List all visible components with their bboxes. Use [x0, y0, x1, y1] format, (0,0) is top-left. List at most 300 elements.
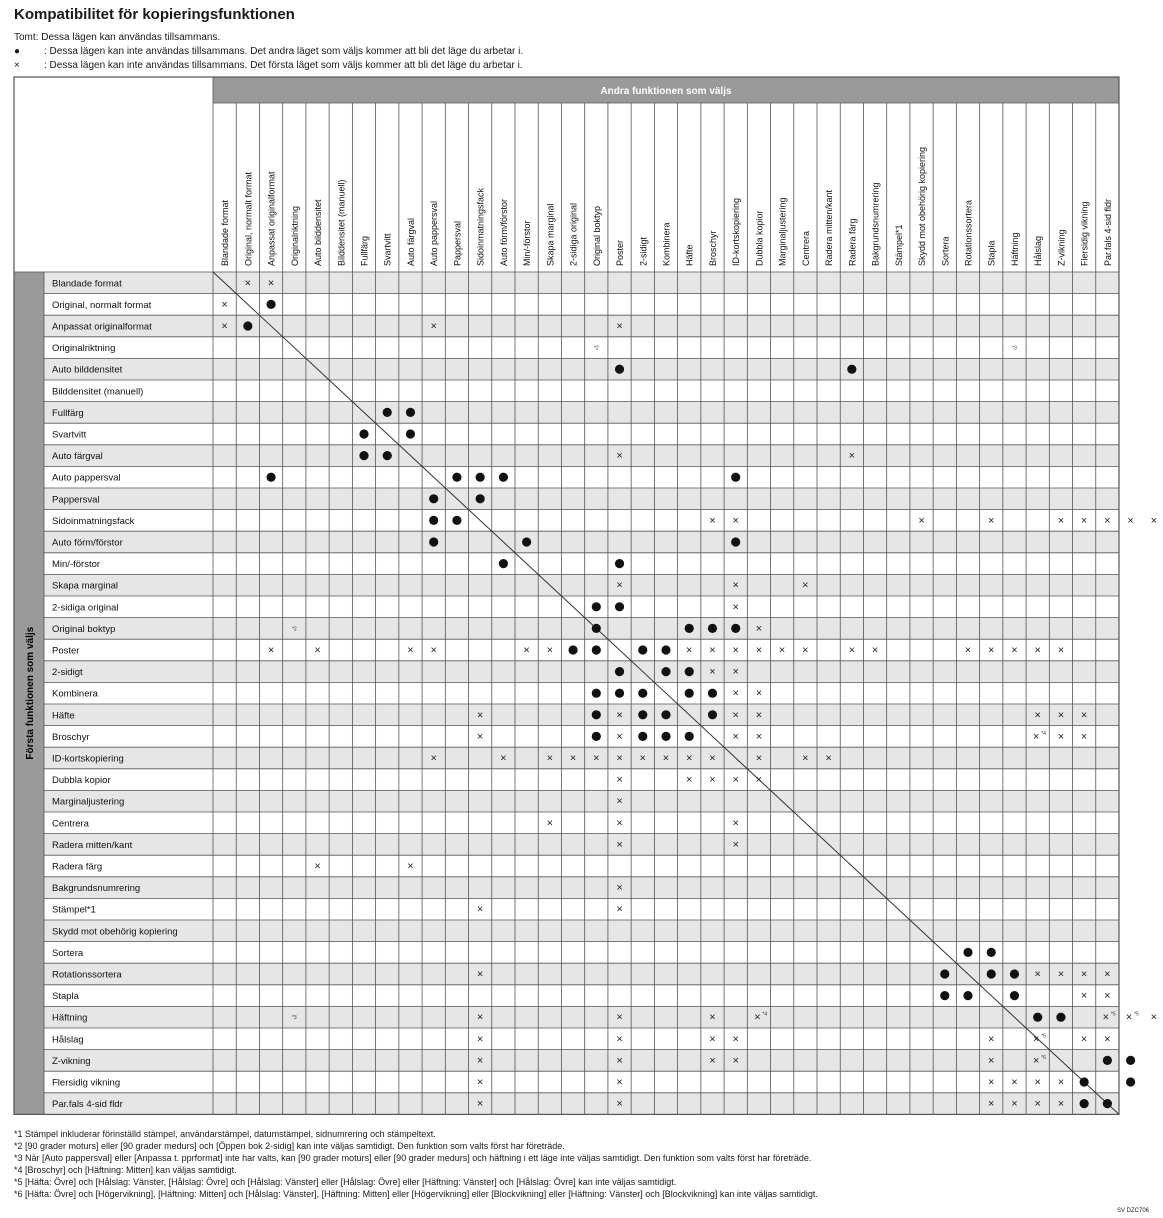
cross-icon: ×	[755, 687, 763, 700]
cross-icon: ×	[1034, 644, 1041, 657]
cross-icon: ×	[1150, 1011, 1158, 1024]
cross-icon: ×	[988, 1033, 995, 1046]
row-header: Radera färg	[52, 861, 103, 873]
cross-icon: ×	[732, 774, 739, 787]
row-header: Häfte	[52, 710, 75, 722]
cross-icon: ×	[616, 1011, 623, 1024]
row-header: Bakgrundsnumrering	[52, 883, 141, 895]
cross-icon: ×	[988, 1098, 995, 1111]
column-header: Auto färgval	[405, 217, 416, 266]
column-group-header: Andra funktionen som väljs	[600, 86, 732, 97]
cross-icon: ×	[616, 752, 623, 765]
row-stripe	[44, 488, 1119, 510]
filled-circle-icon	[383, 408, 392, 417]
cross-icon: ×	[732, 817, 739, 830]
cross-icon: ×	[802, 644, 809, 657]
cross-icon: ×	[476, 1076, 484, 1089]
cross-icon: ×	[755, 752, 763, 765]
cross-icon: ×	[732, 666, 739, 679]
filled-circle-icon	[708, 689, 717, 698]
cross-icon: ×	[662, 752, 670, 765]
filled-circle-icon	[452, 473, 461, 482]
filled-circle-icon	[731, 537, 740, 546]
filled-circle-icon	[568, 645, 577, 654]
row-header: Rotationssortera	[52, 969, 122, 981]
filled-circle-icon	[406, 408, 415, 417]
filled-circle-icon	[452, 516, 461, 525]
row-stripe	[44, 1050, 1119, 1072]
filled-circle-icon	[499, 473, 508, 482]
cross-icon: ×	[755, 774, 763, 787]
cross-icon: ×	[732, 601, 739, 614]
cross-icon: ×	[476, 1011, 484, 1024]
filled-circle-icon	[429, 537, 438, 546]
row-header: Originalriktning	[52, 343, 116, 355]
filled-circle-icon	[406, 429, 415, 438]
row-stripe	[44, 834, 1119, 856]
filled-circle-icon	[731, 473, 740, 482]
row-stripe	[44, 661, 1119, 683]
cross-icon: ×	[616, 882, 623, 895]
row-stripe	[44, 747, 1119, 769]
column-header: Skapa marginal	[545, 203, 556, 266]
filled-circle-icon	[685, 732, 694, 741]
cross-icon: ×	[732, 514, 739, 527]
document-code: SV DZC706	[1116, 1208, 1149, 1214]
column-header: Svartvitt	[382, 233, 393, 266]
cross-icon: ×	[1034, 968, 1041, 981]
column-header: Pappersval	[452, 220, 463, 266]
cross-icon: ×	[639, 752, 646, 765]
cross-icon: ×	[500, 752, 507, 765]
legend-cross-text: : Dessa lägen kan inte användas tillsammans. Det första läget som väljs kommer att bli det läge du arbetar i.	[44, 60, 523, 71]
footnote-5: *5 [Häfta: Övre] och [Hålslag: Vänster, [Hålslag: Övre] och [Hålslag: Vänster] eller [Hålslag: Övre] eller [Häftning: Vänster] och [Hålslag: Övre] kan inte väljas samtidigt.	[14, 1177, 677, 1187]
cross-icon: ×	[616, 450, 623, 463]
cross-icon: ×	[1057, 644, 1065, 657]
filled-circle-icon	[638, 710, 647, 719]
column-header: Stämpel*1	[893, 224, 904, 266]
cross-icon: ×	[267, 277, 275, 290]
filled-circle-icon	[708, 710, 717, 719]
filled-circle-icon	[1010, 969, 1019, 978]
row-header: Auto färgval	[52, 451, 103, 463]
cross-icon: ×	[546, 752, 554, 765]
cross-icon: ×	[616, 817, 623, 830]
column-header: Original boktyp	[591, 205, 602, 266]
cross-icon: ×	[221, 320, 228, 333]
cross-icon: ×	[732, 1054, 739, 1067]
row-header: Pappersval	[52, 494, 100, 506]
cross-icon: ×	[802, 752, 809, 765]
filled-circle-icon	[1103, 1056, 1112, 1065]
cross-icon: ×	[732, 709, 739, 722]
cross-icon: ×	[709, 1054, 716, 1067]
row-stripe	[44, 272, 1119, 294]
cross-icon: ×	[221, 298, 228, 311]
cross-icon: ×	[616, 1054, 623, 1067]
filled-circle-icon	[638, 732, 647, 741]
column-header: Rotationssortera	[963, 199, 974, 266]
filled-circle-icon	[592, 624, 601, 633]
cross-icon: ×	[546, 817, 554, 830]
cross-icon: ×	[988, 514, 995, 527]
filled-circle-icon	[1126, 1056, 1135, 1065]
filled-circle-icon	[615, 559, 624, 568]
column-header: Auto förm/förstor	[498, 198, 509, 266]
row-header: Auto pappersval	[52, 472, 121, 484]
cross-icon: ×	[732, 730, 739, 743]
cross-icon: ×	[1150, 514, 1158, 527]
cross-icon: ×	[616, 320, 623, 333]
filled-circle-icon	[1126, 1077, 1135, 1086]
row-stripe	[44, 445, 1119, 467]
cross-icon: ×	[616, 709, 623, 722]
column-header: Radera färg	[847, 218, 858, 266]
cross-icon: ×	[1057, 1098, 1065, 1111]
cross-icon: ×	[616, 579, 623, 592]
cross-icon: ×	[476, 1098, 484, 1111]
row-stripe	[44, 618, 1119, 640]
cross-icon: ×	[755, 730, 763, 743]
column-header: Fullfärg	[359, 235, 370, 266]
cross-icon: ×	[1102, 1011, 1110, 1024]
cross-icon: ×	[988, 1076, 995, 1089]
cross-icon: ×	[825, 752, 832, 765]
filled-circle-icon	[661, 710, 670, 719]
cross-icon: ×	[314, 860, 321, 873]
cross-icon: ×	[1104, 990, 1111, 1003]
filled-circle-icon	[708, 624, 717, 633]
cross-icon: ×	[267, 644, 275, 657]
filled-circle-icon	[615, 602, 624, 611]
column-header: 2-sidigt	[638, 236, 649, 266]
filled-circle-icon	[638, 689, 647, 698]
cross-icon: ×	[709, 774, 716, 787]
column-header: Original, normalt format	[243, 171, 254, 266]
filled-circle-icon	[615, 689, 624, 698]
footnote-1: *1 Stämpel inkluderar förinställd stämpel, användarstämpel, datumstämpel, sidnumrering och stämpeltext.	[14, 1129, 436, 1139]
cross-icon: ×	[709, 752, 716, 765]
filled-circle-icon	[963, 991, 972, 1000]
footnote-marker: *4	[762, 1011, 768, 1018]
row-header: Sortera	[52, 947, 84, 959]
cross-icon: ×	[1011, 1076, 1018, 1089]
row-header: Anpassat originalformat	[52, 321, 152, 333]
cross-icon: ×	[523, 644, 530, 657]
cross-icon: ×	[1080, 968, 1088, 981]
cross-icon: ×	[732, 644, 739, 657]
cross-icon: ×	[1080, 1033, 1088, 1046]
row-stripe	[44, 963, 1119, 985]
filled-circle-icon	[1056, 1013, 1065, 1022]
cross-icon: ×	[1034, 1098, 1041, 1111]
filled-circle-icon	[615, 365, 624, 374]
cross-icon: ×	[593, 752, 600, 765]
filled-circle-icon	[731, 624, 740, 633]
row-header: Kombinera	[52, 688, 98, 700]
column-header: Sidoinmatningsfack	[475, 187, 486, 266]
cross-icon: ×	[988, 644, 995, 657]
column-header: Poster	[615, 239, 626, 266]
filled-circle-icon	[243, 321, 252, 330]
filled-circle-icon	[1033, 1013, 1042, 1022]
filled-circle-icon	[963, 948, 972, 957]
column-header: ID-kortskopiering	[731, 197, 742, 266]
column-header: Z-vikning	[1056, 229, 1067, 266]
column-header: Flersidig vikning	[1079, 201, 1090, 266]
filled-circle-icon	[592, 710, 601, 719]
row-stripe	[44, 402, 1119, 424]
filled-circle-icon	[987, 969, 996, 978]
cross-icon: ×	[1057, 730, 1065, 743]
footnote-marker: *3	[291, 1015, 297, 1022]
cross-icon: ×	[1032, 1054, 1040, 1067]
cross-icon: ×	[848, 644, 856, 657]
cross-icon: ×	[1034, 709, 1041, 722]
row-header: Hålslag	[52, 1034, 84, 1046]
cross-icon: ×	[476, 730, 484, 743]
row-header: Centrera	[52, 818, 89, 830]
filled-circle-icon	[592, 732, 601, 741]
footnote-marker: *6	[1041, 1054, 1046, 1061]
cross-icon: ×	[1104, 968, 1111, 981]
filled-circle-icon	[661, 732, 670, 741]
cross-icon: ×	[1034, 1076, 1041, 1089]
cross-icon: ×	[1104, 1033, 1111, 1046]
column-header: Marginaljustering	[777, 197, 788, 266]
row-header: Poster	[52, 645, 80, 657]
filled-circle-icon	[266, 473, 275, 482]
footnote-marker: *2	[593, 345, 599, 352]
filled-circle-icon	[1080, 1099, 1089, 1108]
column-header: Par.fals 4-sid fldr	[1102, 198, 1113, 266]
footnote-marker: *5	[1134, 1011, 1139, 1018]
filled-circle-icon	[476, 473, 485, 482]
row-header: ID-kortskopiering	[52, 753, 124, 765]
filled-circle-icon	[685, 689, 694, 698]
cross-icon: ×	[1080, 709, 1088, 722]
cross-icon: ×	[616, 903, 623, 916]
row-header: Min/-förstor	[52, 559, 101, 571]
row-header: Häftning	[52, 1012, 88, 1024]
filled-circle-icon	[1080, 1077, 1089, 1086]
cross-icon: ×	[1080, 514, 1088, 527]
cross-icon: ×	[709, 514, 716, 527]
column-header: Dubbla kopior	[754, 210, 765, 266]
cross-icon: ×	[1080, 990, 1088, 1003]
cross-icon: ×	[430, 644, 437, 657]
footnote-2: *2 [90 grader moturs] eller [90 grader medurs] och [Öppen bok 2-sidig] kan inte väljas samtidigt. Den funktion som valts först har företräde.	[14, 1141, 565, 1151]
cross-icon: ×	[476, 1033, 484, 1046]
filled-circle-icon	[592, 689, 601, 698]
row-stripe	[44, 790, 1119, 812]
cross-icon: ×	[1125, 1011, 1133, 1024]
cross-icon: ×	[407, 644, 414, 657]
cross-icon: ×	[476, 709, 484, 722]
cross-icon: ×	[709, 644, 716, 657]
cross-icon: ×	[546, 644, 554, 657]
row-stripe	[44, 315, 1119, 337]
row-header: Auto förm/förstor	[52, 537, 123, 549]
cross-icon: ×	[616, 838, 623, 851]
filled-circle-icon	[359, 429, 368, 438]
cross-icon: ×	[1080, 730, 1088, 743]
row-header: Skydd mot obehörig kopiering	[52, 926, 178, 938]
filled-circle-icon	[685, 667, 694, 676]
filled-circle-icon	[638, 645, 647, 654]
cross-icon: ×	[476, 968, 484, 981]
row-stripe	[44, 574, 1119, 596]
row-header: Auto bilddensitet	[52, 364, 123, 376]
row-stripe	[44, 358, 1119, 380]
footnote-marker: *2	[291, 626, 297, 633]
cross-icon: ×	[871, 644, 879, 657]
filled-circle-icon	[429, 516, 438, 525]
filled-circle-icon	[661, 645, 670, 654]
column-header: Hålslag	[1033, 235, 1044, 266]
diagonal-line	[213, 272, 1119, 1114]
cross-icon: ×	[848, 450, 856, 463]
grid-lines	[14, 77, 1119, 1114]
filled-circle-icon	[522, 537, 531, 546]
legend-dot-text: : Dessa lägen kan inte användas tillsammans. Det andra läget som väljs kommer att bli det läge du arbetar i.	[44, 46, 524, 57]
cross-icon: ×	[1011, 644, 1018, 657]
row-header: 2-sidiga original	[52, 602, 119, 614]
cross-icon: ×	[1057, 1076, 1065, 1089]
cross-icon: ×	[314, 644, 321, 657]
column-header: Häftning	[1009, 232, 1020, 266]
footnote-marker: *5	[1041, 1033, 1046, 1040]
filled-circle-icon	[847, 365, 856, 374]
cross-icon: ×	[1032, 730, 1040, 743]
cross-icon: ×	[755, 622, 763, 635]
row-stripe	[44, 920, 1119, 942]
row-header: Par.fals 4-sid fldr	[52, 1099, 123, 1111]
column-header: Bilddensitet (manuell)	[336, 179, 347, 266]
row-header: Blandade format	[52, 278, 122, 290]
cross-icon: ×	[709, 666, 716, 679]
row-header: Dubbla kopior	[52, 775, 111, 787]
row-header: Broschyr	[52, 731, 90, 743]
row-header: Skapa marginal	[52, 580, 119, 592]
cross-icon: ×	[616, 795, 623, 808]
cross-icon: ×	[616, 1098, 623, 1111]
column-header: Häfte	[684, 244, 695, 266]
filled-circle-icon	[987, 948, 996, 957]
cross-icon: ×	[14, 60, 20, 71]
cross-icon: ×	[616, 1076, 623, 1089]
cross-icon: ×	[1057, 709, 1065, 722]
footnote-marker: *5	[1110, 1011, 1116, 1018]
footnote-3: *3 När [Auto pappersval] eller [Anpassa t. pprformat] inte har valts, kan [90 grader moturs] eller [90 grader medurs] och häftning i ett läge inte väljas samtidigt. Den funktion som valts först har företräde.	[14, 1153, 812, 1163]
filled-circle-icon	[615, 667, 624, 676]
cross-icon: ×	[1032, 1033, 1040, 1046]
row-header: Stapla	[52, 991, 79, 1003]
filled-circle-icon	[940, 969, 949, 978]
row-stripe	[44, 877, 1119, 899]
cross-icon: ×	[755, 709, 763, 722]
cross-icon: ×	[686, 644, 693, 657]
filled-circle-icon	[685, 624, 694, 633]
column-header: Skydd mot obehörig kopiering	[917, 146, 928, 266]
cross-icon: ×	[988, 1054, 995, 1067]
row-stripe	[44, 704, 1119, 726]
cross-icon: ×	[1104, 514, 1111, 527]
cross-icon: ×	[732, 1033, 739, 1046]
cross-icon: ×	[1057, 968, 1065, 981]
row-header: Flersidig vikning	[52, 1077, 121, 1089]
row-header: Radera mitten/kant	[52, 839, 133, 851]
filled-circle-icon	[592, 602, 601, 611]
cross-icon: ×	[616, 774, 623, 787]
row-header: Bilddensitet (manuell)	[52, 386, 144, 398]
column-header: Bakgrundsnumrering	[870, 182, 881, 266]
cross-icon: ×	[964, 644, 972, 657]
cross-icon: ×	[476, 903, 484, 916]
row-stripe	[44, 531, 1119, 553]
column-header: Blandade format	[220, 199, 231, 266]
cross-icon: ×	[407, 860, 414, 873]
cross-icon: ×	[732, 687, 739, 700]
column-header: Centrera	[800, 230, 811, 266]
column-header: Broschyr	[707, 230, 718, 266]
filled-circle-icon	[592, 645, 601, 654]
row-header: 2-sidigt	[52, 667, 83, 679]
page-title: Kompatibilitet för kopieringsfunktionen	[14, 6, 295, 23]
column-header: Stapla	[986, 240, 997, 266]
filled-circle-icon	[1103, 1099, 1112, 1108]
legend-empty-text: Tomt: Dessa lägen kan användas tillsammans.	[14, 32, 221, 43]
cross-icon: ×	[616, 1033, 623, 1046]
filled-circle-icon	[499, 559, 508, 568]
cross-icon: ×	[918, 514, 925, 527]
row-header: Svartvitt	[52, 429, 87, 441]
cross-icon: ×	[709, 1011, 716, 1024]
filled-circle-icon	[266, 300, 275, 309]
cross-icon: ×	[755, 644, 763, 657]
cross-icon: ×	[686, 752, 693, 765]
column-header: Radera mitten/kant	[824, 189, 835, 266]
cross-icon: ×	[616, 730, 623, 743]
filled-circle-icon	[359, 451, 368, 460]
filled-circle-icon	[476, 494, 485, 503]
filled-circle-icon	[1010, 991, 1019, 1000]
column-header: Auto bilddensitet	[313, 199, 324, 266]
footnote-marker: *4	[1041, 730, 1046, 737]
row-header: Marginaljustering	[52, 796, 125, 808]
row-header: Fullfärg	[52, 407, 84, 419]
cross-icon: ×	[430, 320, 437, 333]
cross-icon: ×	[1057, 514, 1065, 527]
filled-circle-icon: ●	[14, 46, 21, 57]
cross-icon: ×	[754, 1011, 761, 1024]
column-header: 2-sidiga original	[568, 202, 579, 266]
row-header: Original, normalt format	[52, 299, 152, 311]
cross-icon: ×	[476, 1054, 484, 1067]
filled-circle-icon	[661, 667, 670, 676]
cross-icon: ×	[1127, 514, 1134, 527]
cross-icon: ×	[430, 752, 437, 765]
row-header: Sidoinmatningsfack	[52, 515, 135, 527]
filled-circle-icon	[429, 494, 438, 503]
row-header: Original boktyp	[52, 623, 116, 635]
column-header: Min/-förstor	[522, 220, 533, 266]
column-header: Kombinera	[661, 222, 672, 266]
cross-icon: ×	[244, 277, 252, 290]
footnote-marker: *3	[1012, 345, 1017, 352]
cross-icon: ×	[569, 752, 577, 765]
cross-icon: ×	[778, 644, 786, 657]
